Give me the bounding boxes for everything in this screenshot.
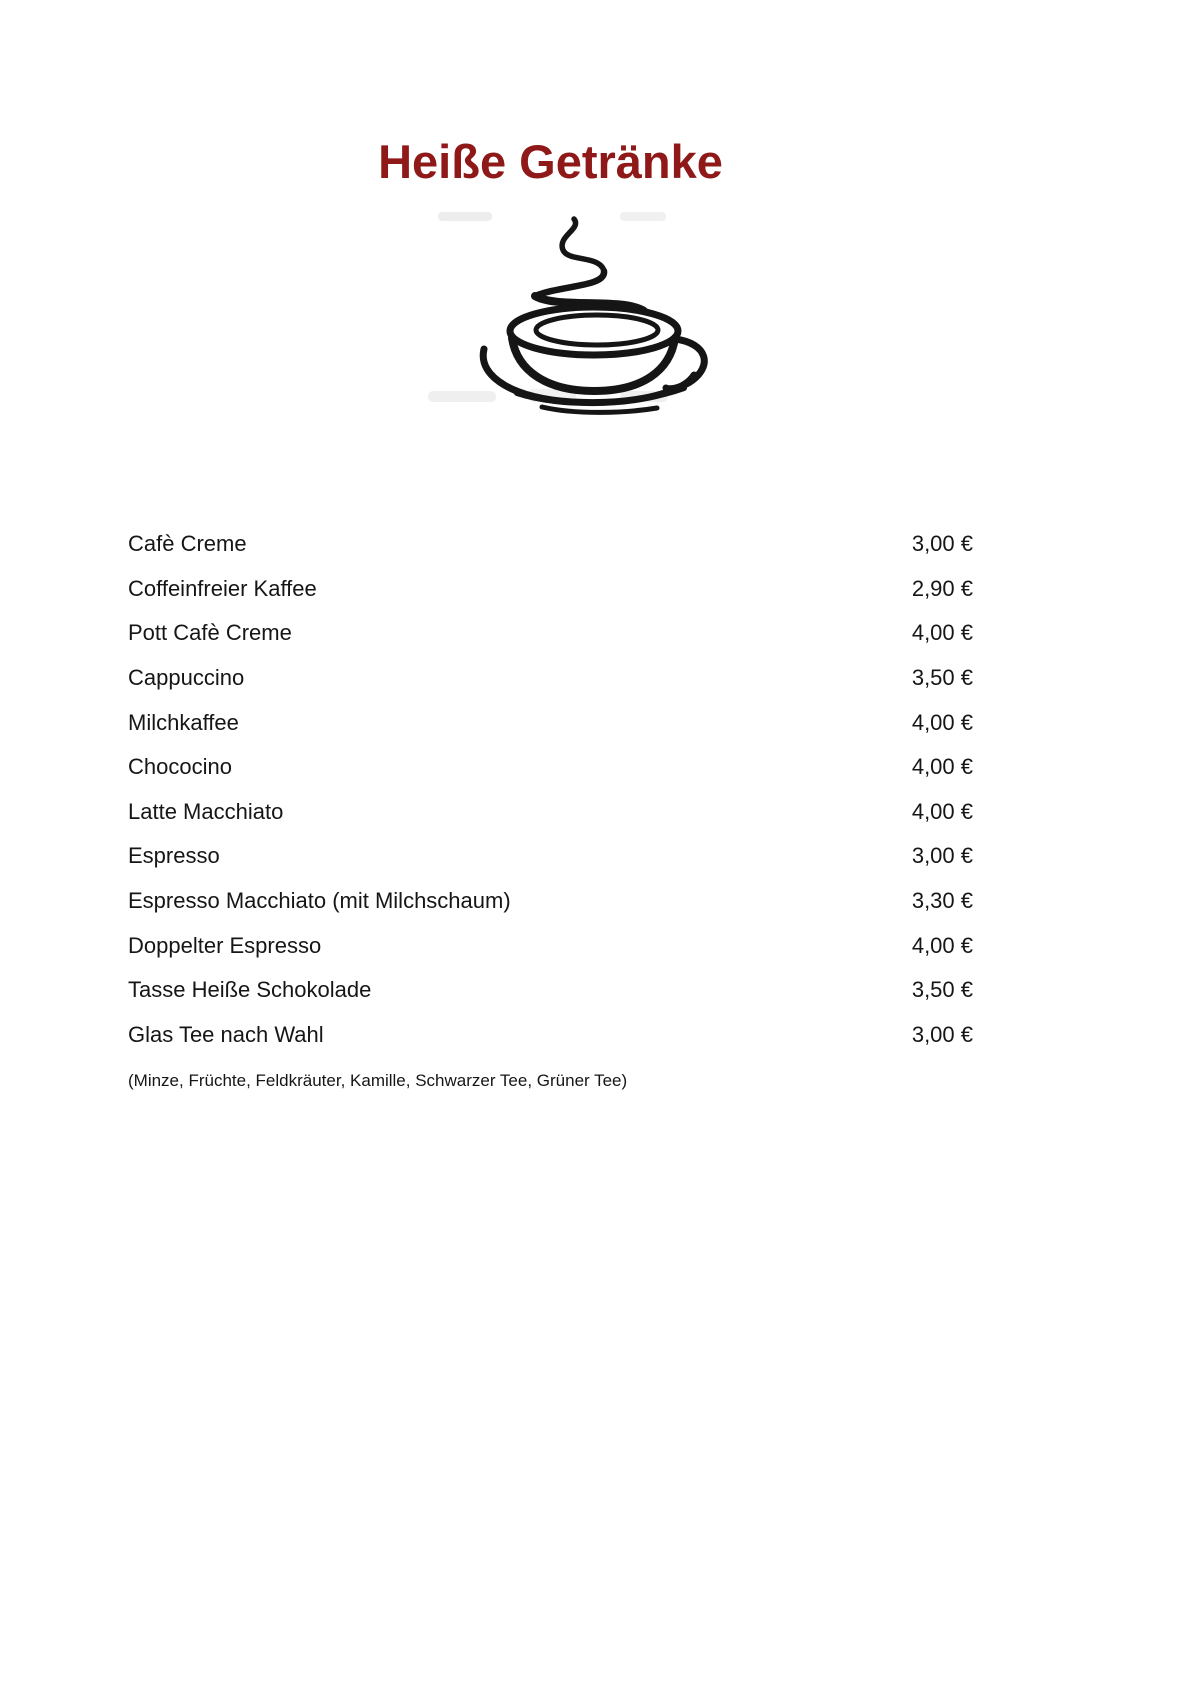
menu-item-row bbox=[128, 656, 973, 701]
menu-item-name: Espresso bbox=[128, 843, 220, 869]
menu-item-row bbox=[128, 834, 973, 879]
menu-item-name: Milchkaffee bbox=[128, 709, 239, 735]
menu-item-name: Pott Cafè Creme bbox=[128, 620, 292, 646]
tea-options-note: (Minze, Früchte, Feldkräuter, Kamille, Schwarzer Tee, Grüner Tee) bbox=[128, 1071, 628, 1091]
menu-item-name: Tasse Heiße Schokolade bbox=[128, 977, 372, 1003]
menu-item-price: 4,00 € bbox=[911, 754, 973, 780]
menu-item-row bbox=[128, 522, 973, 567]
menu-item-row bbox=[128, 790, 973, 835]
menu-item-row bbox=[128, 879, 973, 924]
menu-item-price: 4,00 € bbox=[911, 709, 973, 735]
menu-item-row bbox=[128, 700, 973, 745]
menu-item-price: 3,30 € bbox=[911, 888, 973, 914]
menu-item-price: 4,00 € bbox=[911, 932, 973, 958]
menu-item-name: Cafè Creme bbox=[128, 531, 247, 557]
menu-item-price: 3,00 € bbox=[911, 843, 973, 869]
menu-item-name: Cappuccino bbox=[128, 665, 245, 691]
menu-item-row bbox=[128, 968, 973, 1013]
menu-item-price: 3,50 € bbox=[911, 665, 973, 691]
page-title: Heiße Getränke bbox=[378, 135, 723, 188]
coffee-cup-icon bbox=[420, 203, 720, 415]
menu-item-name: Doppelter Espresso bbox=[128, 932, 322, 958]
menu-item-name: Glas Tee nach Wahl bbox=[128, 1021, 324, 1047]
menu-item-price: 4,00 € bbox=[911, 798, 973, 824]
menu-item-price: 3,50 € bbox=[911, 977, 973, 1003]
menu-item-name: Latte Macchiato bbox=[128, 798, 284, 824]
menu-item-name: Chococino bbox=[128, 754, 232, 780]
menu-item-row bbox=[128, 1013, 973, 1058]
menu-list bbox=[128, 522, 973, 1098]
menu-item-price: 3,00 € bbox=[911, 531, 973, 557]
menu-item-row bbox=[128, 923, 973, 968]
menu-item-name: Espresso Macchiato (mit Milchschaum) bbox=[128, 888, 511, 914]
menu-item-row bbox=[128, 745, 973, 790]
menu-item-price: 3,00 € bbox=[911, 1021, 973, 1047]
menu-item-name: Coffeinfreier Kaffee bbox=[128, 575, 317, 601]
coffee-cup-illustration bbox=[420, 203, 720, 415]
menu-item-price: 2,90 € bbox=[911, 575, 973, 601]
menu-item-row bbox=[128, 611, 973, 656]
menu-item-price: 4,00 € bbox=[911, 620, 973, 646]
menu-item-row bbox=[128, 567, 973, 612]
